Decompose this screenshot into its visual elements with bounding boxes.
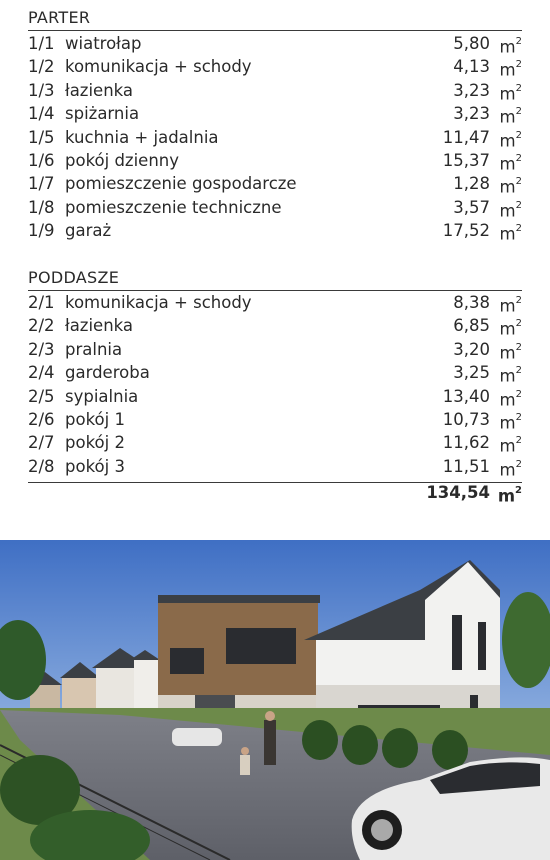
room-number: 1/1 (28, 34, 55, 53)
room-area: 3,57 (453, 197, 490, 217)
poddasze-title: PODDASZE (28, 268, 120, 287)
table-row (28, 431, 522, 454)
room-number: 2/8 (28, 456, 55, 476)
room-area: 11,47 (442, 127, 490, 147)
room-area: 6,85 (453, 316, 490, 336)
room-number: 2/6 (28, 410, 55, 429)
table-row (28, 455, 522, 478)
room-unit: $m^2$ (499, 318, 522, 339)
room-name: pokój 3 (65, 456, 125, 476)
room-area: 11,51 (442, 456, 490, 476)
table-row (28, 314, 522, 337)
room-area: 8,38 (453, 293, 490, 312)
table-row (28, 126, 522, 149)
room-name: pokój dzienny (65, 151, 180, 170)
room-unit: $m^2$ (499, 199, 522, 221)
room-name: garderoba (65, 363, 150, 383)
room-name: komunikacja + schody (65, 57, 252, 77)
room-name: pralnia (65, 339, 123, 359)
room-unit: $m^2$ (499, 129, 522, 151)
room-number: 2/3 (28, 339, 55, 359)
table-row (28, 102, 522, 125)
room-name: łazienka (65, 316, 134, 336)
table-row (28, 196, 522, 219)
room-area: 3,20 (453, 339, 490, 359)
room-number: 1/2 (28, 57, 55, 77)
room-number: 2/7 (28, 433, 55, 453)
table-row (28, 55, 522, 78)
room-area: 3,25 (453, 363, 490, 383)
table-row (28, 338, 522, 361)
house-render-image (0, 540, 550, 860)
table-row (28, 79, 522, 102)
room-unit: $m^2$ (499, 106, 522, 127)
room-unit: $m^2$ (499, 153, 522, 174)
room-name: spiżarnia (65, 104, 140, 124)
parter-divider (28, 30, 522, 31)
room-unit: $m^2$ (499, 176, 522, 197)
room-unit: $m^2$ (499, 365, 522, 386)
room-unit: $m^2$ (499, 341, 522, 363)
room-name: wiatrołap (65, 34, 142, 53)
total-row (28, 481, 522, 505)
room-name: pokój 2 (65, 433, 125, 453)
room-number: 1/3 (28, 80, 55, 100)
room-unit: $m^2$ (499, 435, 522, 456)
table-row (28, 385, 522, 408)
room-number: 2/1 (28, 293, 55, 312)
room-unit: $m^2$ (499, 388, 522, 410)
parter-title: PARTER (28, 8, 91, 27)
room-number: 2/2 (28, 316, 55, 336)
table-row (28, 32, 522, 55)
room-number: 1/7 (28, 174, 55, 194)
table-row (28, 149, 522, 172)
room-unit: $m^2$ (499, 295, 522, 316)
room-area: 3,23 (453, 104, 490, 124)
room-unit: $m^2$ (499, 223, 522, 244)
room-number: 1/6 (28, 151, 55, 170)
room-unit: $m^2$ (499, 82, 522, 104)
room-area: 13,40 (442, 386, 490, 406)
room-unit: $m^2$ (499, 36, 522, 57)
room-unit: $m^2$ (499, 59, 522, 80)
table-row (28, 291, 522, 314)
table-row (28, 219, 522, 242)
room-number: 2/5 (28, 386, 55, 406)
room-name: pomieszczenie gospodarcze (65, 174, 297, 194)
room-number: 1/4 (28, 104, 55, 124)
room-area: 1,28 (453, 174, 490, 194)
room-name: komunikacja + schody (65, 293, 252, 312)
room-area: 15,37 (442, 151, 490, 170)
room-name: sypialnia (65, 386, 139, 406)
room-area: 11,62 (442, 433, 490, 453)
table-row (28, 408, 522, 431)
table-row (28, 361, 522, 384)
room-area: 3,23 (453, 80, 490, 100)
table-row (28, 172, 522, 195)
room-name: garaż (65, 221, 112, 241)
room-number: 1/9 (28, 221, 55, 241)
room-area: 4,13 (453, 57, 490, 77)
room-name: kuchnia + jadalnia (65, 127, 219, 147)
total-area: 134,54 (426, 483, 490, 502)
room-number: 1/8 (28, 197, 55, 217)
total-unit: $m^2$ (497, 485, 522, 506)
room-area: 17,52 (442, 221, 490, 241)
room-name: pomieszczenie techniczne (65, 197, 282, 217)
room-unit: $m^2$ (499, 412, 522, 433)
room-name: łazienka (65, 80, 134, 100)
room-name: pokój 1 (65, 410, 125, 429)
room-number: 2/4 (28, 363, 55, 383)
room-unit: $m^2$ (499, 458, 522, 480)
room-number: 1/5 (28, 127, 55, 147)
room-area: 10,73 (442, 410, 490, 429)
room-area: 5,80 (453, 34, 490, 53)
